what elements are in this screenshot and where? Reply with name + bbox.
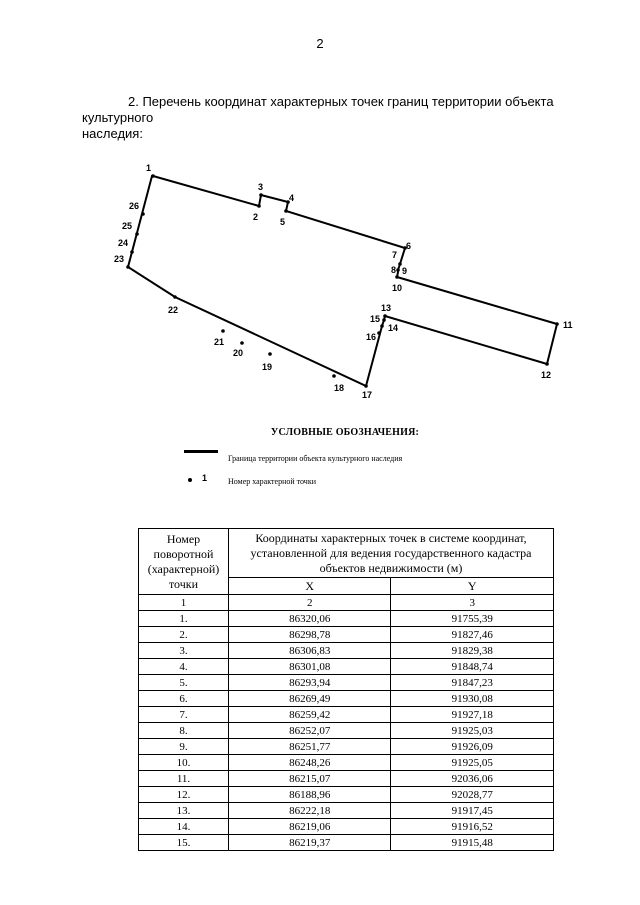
point-label: 6 [406, 241, 412, 251]
point-label: 22 [168, 305, 179, 315]
y-coordinate-cell: 91925,05 [391, 755, 554, 771]
table-row [139, 627, 554, 643]
header-x: X [229, 578, 391, 595]
legend-boundary-line-icon [184, 450, 218, 453]
point-labels [114, 163, 573, 400]
point-label: 3 [258, 182, 264, 192]
point-number-cell: 14. [139, 819, 229, 835]
point-number-cell: 3. [139, 643, 229, 659]
x-coordinate-cell: 86188,96 [229, 787, 391, 803]
table-row [139, 675, 554, 691]
point-number-cell: 5. [139, 675, 229, 691]
boundary-scheme [100, 150, 580, 410]
x-coordinate-cell: 86259,42 [229, 707, 391, 723]
point-number-cell: 4. [139, 659, 229, 675]
table-row [139, 771, 554, 787]
table-row [139, 707, 554, 723]
y-coordinate-cell: 91827,46 [391, 627, 554, 643]
point-label: 18 [334, 383, 345, 393]
x-coordinate-cell: 86251,77 [229, 739, 391, 755]
point-number-cell: 12. [139, 787, 229, 803]
point-number-cell: 2. [139, 627, 229, 643]
table-row [139, 723, 554, 739]
y-coordinate-cell: 91755,39 [391, 611, 554, 627]
x-coordinate-cell: 86293,94 [229, 675, 391, 691]
table-row [139, 643, 554, 659]
legend-point-text: Номер характерной точки [228, 477, 316, 486]
point-number-cell: 1. [139, 611, 229, 627]
x-coordinate-cell: 86269,49 [229, 691, 391, 707]
point-number-cell: 11. [139, 771, 229, 787]
x-coordinate-cell: 86219,06 [229, 819, 391, 835]
x-coordinate-cell: 86320,06 [229, 611, 391, 627]
point-number-cell: 9. [139, 739, 229, 755]
table-row [139, 803, 554, 819]
boundary-vertices [126, 174, 559, 388]
x-coordinate-cell: 86219,37 [229, 835, 391, 851]
x-coordinate-cell: 86215,07 [229, 771, 391, 787]
y-coordinate-cell: 92036,06 [391, 771, 554, 787]
y-coordinate-cell: 91927,18 [391, 707, 554, 723]
point-label: 10 [392, 283, 403, 293]
section-heading-line1: 2. Перечень координат характерных точек границ территории объекта культурного [82, 94, 554, 125]
coordinates-table [138, 528, 554, 851]
x-coordinate-cell: 86248,26 [229, 755, 391, 771]
x-coordinate-cell: 86298,78 [229, 627, 391, 643]
x-coordinate-cell: 86222,18 [229, 803, 391, 819]
point-label: 9 [402, 266, 408, 276]
y-coordinate-cell: 92028,77 [391, 787, 554, 803]
point-label: 19 [262, 362, 273, 372]
y-coordinate-cell: 91848,74 [391, 659, 554, 675]
point-label: 2 [253, 212, 259, 222]
point-number-cell: 13. [139, 803, 229, 819]
x-coordinate-cell: 86306,83 [229, 643, 391, 659]
table-row [139, 739, 554, 755]
point-label: 13 [381, 303, 392, 313]
y-coordinate-cell: 91930,08 [391, 691, 554, 707]
point-label: 8 [391, 265, 397, 275]
column-number: 2 [229, 595, 391, 611]
y-coordinate-cell: 91926,09 [391, 739, 554, 755]
table-row [139, 835, 554, 851]
point-number-cell: 15. [139, 835, 229, 851]
table-row [139, 819, 554, 835]
table-row [139, 611, 554, 627]
point-number-cell: 6. [139, 691, 229, 707]
y-coordinate-cell: 91925,03 [391, 723, 554, 739]
header-coordinates: Координаты характерных точек в системе координат, установленной для ведения государственного кадастра объектов недвижимости (м) [229, 529, 554, 578]
point-number-cell: 7. [139, 707, 229, 723]
point-label: 1 [146, 163, 152, 173]
y-coordinate-cell: 91917,45 [391, 803, 554, 819]
header-y: Y [391, 578, 554, 595]
x-coordinate-cell: 86252,07 [229, 723, 391, 739]
point-label: 12 [541, 370, 552, 380]
y-coordinate-cell: 91829,38 [391, 643, 554, 659]
point-label: 23 [114, 254, 125, 264]
point-number-cell: 10. [139, 755, 229, 771]
legend-point-icon [188, 478, 192, 482]
point-label: 17 [362, 390, 373, 400]
point-label: 11 [563, 320, 573, 330]
section-heading-line2: наследия: [82, 126, 143, 141]
point-label: 15 [370, 314, 381, 324]
column-number-row [139, 595, 554, 611]
table-row [139, 755, 554, 771]
point-label: 21 [214, 337, 225, 347]
point-label: 25 [122, 221, 133, 231]
section-heading [82, 94, 602, 142]
column-number: 1 [139, 595, 229, 611]
column-number: 3 [391, 595, 554, 611]
table-row [139, 659, 554, 675]
table-row [139, 691, 554, 707]
point-label: 5 [280, 217, 286, 227]
x-coordinate-cell: 86301,08 [229, 659, 391, 675]
legend-point-symbol: 1 [202, 473, 208, 483]
legend-title: УСЛОВНЫЕ ОБОЗНАЧЕНИЯ: [270, 427, 420, 438]
header-point-number: Номер поворотной (характерной) точки [139, 529, 229, 595]
point-label: 20 [233, 348, 244, 358]
page-number: 2 [316, 36, 324, 51]
boundary-polygon [128, 176, 557, 386]
legend-boundary-text: Граница территории объекта культурного наследия [228, 454, 403, 463]
table-row [139, 787, 554, 803]
point-number-cell: 8. [139, 723, 229, 739]
point-label: 14 [388, 323, 399, 333]
point-label: 4 [289, 193, 295, 203]
y-coordinate-cell: 91916,52 [391, 819, 554, 835]
point-label: 26 [129, 201, 140, 211]
y-coordinate-cell: 91847,23 [391, 675, 554, 691]
point-label: 7 [392, 250, 398, 260]
point-label: 24 [118, 238, 129, 248]
y-coordinate-cell: 91915,48 [391, 835, 554, 851]
point-label: 16 [366, 332, 377, 342]
